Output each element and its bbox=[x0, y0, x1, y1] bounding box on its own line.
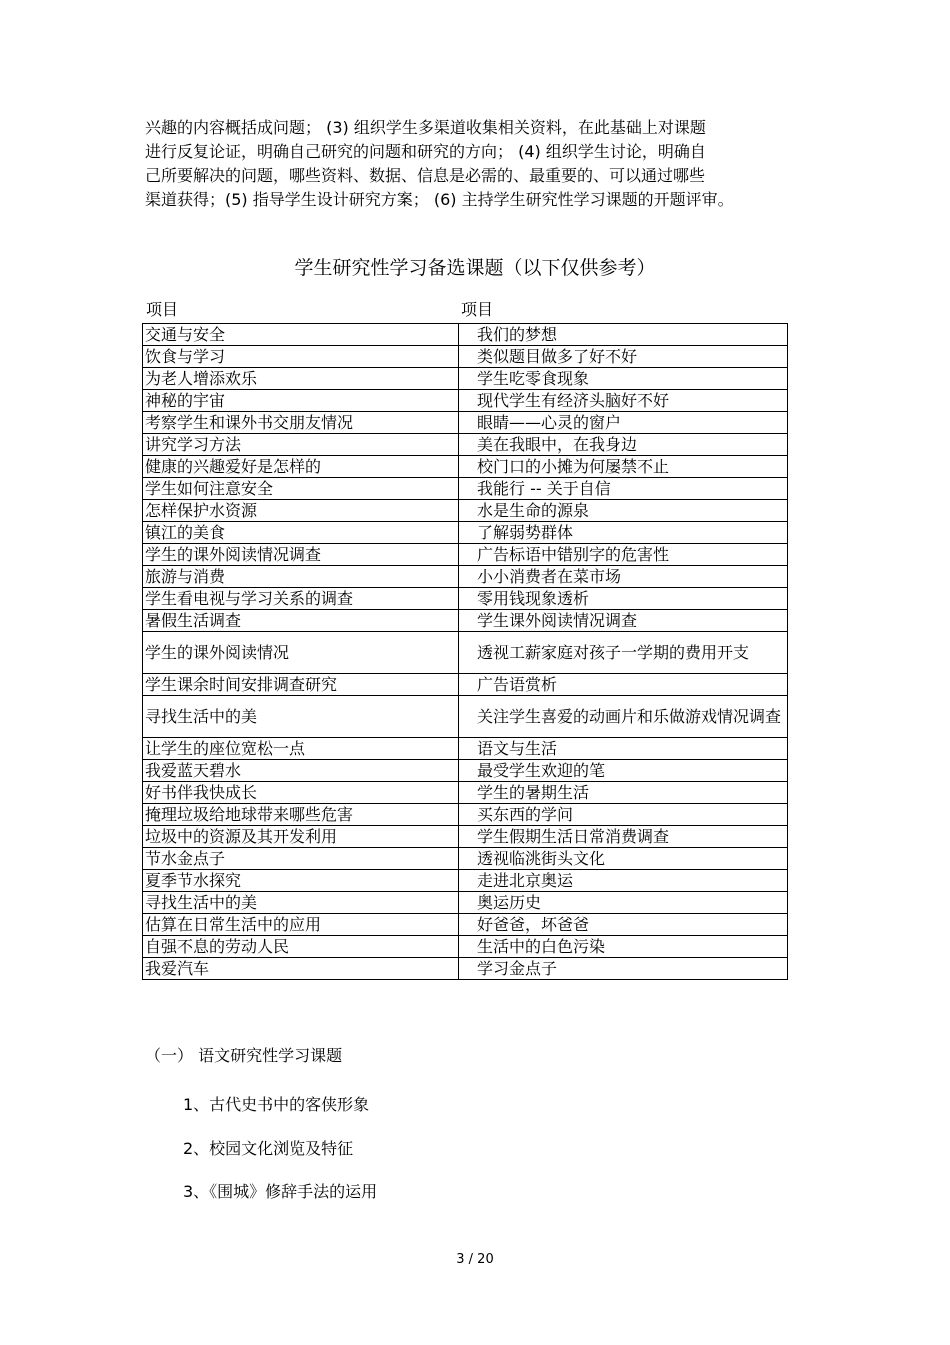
table-row bbox=[143, 522, 788, 544]
topic-cell-left: 为老人增添欢乐 bbox=[143, 368, 459, 390]
topic-cell-right bbox=[459, 804, 788, 826]
topic-cell-left: 垃圾中的资源及其开发利用 bbox=[143, 826, 459, 848]
topic-cell-right bbox=[459, 434, 788, 456]
table-row bbox=[143, 368, 788, 390]
topic-cell-right bbox=[459, 588, 788, 610]
table-row bbox=[143, 760, 788, 782]
table-row bbox=[143, 500, 788, 522]
subtopic-item: 2、校园文化浏览及特征 bbox=[183, 1139, 354, 1158]
topic-cell-right bbox=[459, 324, 788, 346]
table-row bbox=[143, 958, 788, 980]
topic-cell-right bbox=[459, 892, 788, 914]
topic-text: 水是生命的源泉 bbox=[477, 500, 590, 520]
page-number: 3 / 20 bbox=[456, 1252, 494, 1267]
topic-cell-right bbox=[459, 848, 788, 870]
intro-line: 己所要解决的问题，哪些资料、数据、信息是必需的、最重要的、可以通过哪些 bbox=[145, 166, 706, 185]
topic-cell-right bbox=[459, 522, 788, 544]
topic-text: 我们的梦想 bbox=[477, 324, 558, 344]
table-row bbox=[143, 610, 788, 632]
intro-line: 兴趣的内容概括成问题； (3) 组织学生多渠道收集相关资料，在此基础上对课题 bbox=[145, 118, 706, 137]
topic-cell-right bbox=[459, 738, 788, 760]
topic-cell-left: 交通与安全 bbox=[143, 324, 459, 346]
topic-cell-left: 考察学生和课外书交朋友情况 bbox=[143, 412, 459, 434]
topic-cell-left: 我爱蓝天碧水 bbox=[143, 760, 459, 782]
topic-text: 关注学生喜爱的动画片和乐做游戏情况调查 bbox=[477, 706, 782, 726]
topic-cell-right bbox=[459, 696, 788, 738]
table-row bbox=[143, 936, 788, 958]
table-row bbox=[143, 456, 788, 478]
table-row bbox=[143, 738, 788, 760]
table-row bbox=[143, 324, 788, 346]
header-col2: 项目 bbox=[461, 300, 494, 319]
topic-cell-right bbox=[459, 566, 788, 588]
table-row bbox=[143, 804, 788, 826]
topic-cell-left: 掩理垃圾给地球带来哪些危害 bbox=[143, 804, 459, 826]
topic-text: 学生吃零食现象 bbox=[477, 368, 590, 388]
table-row bbox=[143, 870, 788, 892]
table-row bbox=[143, 632, 788, 674]
subtopic-item: 1、古代史书中的客侠形象 bbox=[183, 1095, 370, 1114]
topic-cell-left: 夏季节水探究 bbox=[143, 870, 459, 892]
table-row bbox=[143, 566, 788, 588]
table-row bbox=[143, 412, 788, 434]
table-row bbox=[143, 478, 788, 500]
topic-cell-right bbox=[459, 826, 788, 848]
topic-cell-right bbox=[459, 782, 788, 804]
topic-text: 生活中的白色污染 bbox=[477, 936, 606, 956]
topic-cell-right bbox=[459, 610, 788, 632]
topic-cell-left: 好书伴我快成长 bbox=[143, 782, 459, 804]
topic-cell-right bbox=[459, 368, 788, 390]
table-row bbox=[143, 848, 788, 870]
topic-cell-right bbox=[459, 478, 788, 500]
topic-cell-left: 学生课余时间安排调查研究 bbox=[143, 674, 459, 696]
document-title: 学生研究性学习备选课题（以下仅供参考） bbox=[294, 257, 656, 279]
topic-text: 好爸爸，坏爸爸 bbox=[477, 914, 590, 934]
topic-cell-left: 健康的兴趣爱好是怎样的 bbox=[143, 456, 459, 478]
topic-text: 了解弱势群体 bbox=[477, 522, 574, 542]
section-heading: （一） 语文研究性学习课题 bbox=[145, 1046, 343, 1065]
topic-cell-right bbox=[459, 346, 788, 368]
table-row bbox=[143, 696, 788, 738]
topic-text: 走进北京奥运 bbox=[477, 870, 574, 890]
topic-cell-left: 寻找生活中的美 bbox=[143, 892, 459, 914]
intro-paragraph bbox=[145, 116, 805, 212]
table-row bbox=[143, 434, 788, 456]
topic-cell-left: 神秘的宇宙 bbox=[143, 390, 459, 412]
topic-cell-left: 讲究学习方法 bbox=[143, 434, 459, 456]
topic-cell-left: 估算在日常生活中的应用 bbox=[143, 914, 459, 936]
topic-cell-left: 学生看电视与学习关系的调查 bbox=[143, 588, 459, 610]
topic-text: 语文与生活 bbox=[477, 738, 558, 758]
table-row bbox=[143, 892, 788, 914]
table-row bbox=[143, 346, 788, 368]
header-col1: 项目 bbox=[146, 300, 179, 319]
table-row bbox=[143, 390, 788, 412]
topic-cell-left: 自强不息的劳动人民 bbox=[143, 936, 459, 958]
topic-text: 校门口的小摊为何屡禁不止 bbox=[477, 456, 670, 476]
topic-cell-right bbox=[459, 500, 788, 522]
table-row bbox=[143, 588, 788, 610]
topic-text: 学生的暑期生活 bbox=[477, 782, 590, 802]
topic-cell-right bbox=[459, 632, 788, 674]
topic-text: 我能行 -- 关于自信 bbox=[477, 478, 611, 498]
topic-cell-left: 怎样保护水资源 bbox=[143, 500, 459, 522]
topic-text: 广告标语中错别字的危害性 bbox=[477, 544, 670, 564]
topic-cell-left: 暑假生活调查 bbox=[143, 610, 459, 632]
topic-text: 学生课外阅读情况调查 bbox=[477, 610, 638, 630]
topic-text: 学习金点子 bbox=[477, 958, 558, 978]
topic-cell-left: 让学生的座位宽松一点 bbox=[143, 738, 459, 760]
topic-cell-right bbox=[459, 958, 788, 980]
topic-cell-right bbox=[459, 914, 788, 936]
topic-text: 眼睛——心灵的窗户 bbox=[477, 412, 622, 432]
topic-cell-left: 镇江的美食 bbox=[143, 522, 459, 544]
topic-text: 最受学生欢迎的笔 bbox=[477, 760, 606, 780]
topic-cell-left: 学生如何注意安全 bbox=[143, 478, 459, 500]
topic-cell-right bbox=[459, 674, 788, 696]
table-row bbox=[143, 782, 788, 804]
topic-text: 类似题目做多了好不好 bbox=[477, 346, 638, 366]
topic-cell-right bbox=[459, 870, 788, 892]
topic-text: 透视临洮街头文化 bbox=[477, 848, 606, 868]
topic-text: 学生假期生活日常消费调查 bbox=[477, 826, 670, 846]
topic-text: 小小消费者在菜市场 bbox=[477, 566, 622, 586]
topic-text: 透视工薪家庭对孩子一学期的费用开支 bbox=[477, 642, 750, 662]
table-row bbox=[143, 826, 788, 848]
subtopic-item: 3、《围城》修辞手法的运用 bbox=[183, 1182, 378, 1201]
topic-text: 零用钱现象透析 bbox=[477, 588, 590, 608]
topic-cell-left: 饮食与学习 bbox=[143, 346, 459, 368]
topic-text: 美在我眼中，在我身边 bbox=[477, 434, 638, 454]
topic-text: 奥运历史 bbox=[477, 892, 542, 912]
topic-cell-right bbox=[459, 936, 788, 958]
topic-cell-left: 节水金点子 bbox=[143, 848, 459, 870]
table-row bbox=[143, 674, 788, 696]
table-row bbox=[143, 544, 788, 566]
topic-cell-left: 学生的课外阅读情况调查 bbox=[143, 544, 459, 566]
topic-cell-right bbox=[459, 412, 788, 434]
topic-cell-right bbox=[459, 544, 788, 566]
topic-cell-left: 我爱汽车 bbox=[143, 958, 459, 980]
topic-cell-left: 学生的课外阅读情况 bbox=[143, 632, 459, 674]
topic-text: 买东西的学问 bbox=[477, 804, 574, 824]
table-row bbox=[143, 914, 788, 936]
intro-line: 渠道获得；(5) 指导学生设计研究方案； (6) 主持学生研究性学习课题的开题评审。 bbox=[145, 190, 734, 209]
topic-cell-left: 寻找生活中的美 bbox=[143, 696, 459, 738]
table-header bbox=[143, 298, 788, 322]
intro-line: 进行反复论证，明确自己研究的问题和研究的方向； (4) 组织学生讨论，明确自 bbox=[145, 142, 706, 161]
topic-text: 广告语赏析 bbox=[477, 674, 558, 694]
topic-cell-left: 旅游与消费 bbox=[143, 566, 459, 588]
topic-cell-right bbox=[459, 456, 788, 478]
topic-text: 现代学生有经济头脑好不好 bbox=[477, 390, 670, 410]
topics-table bbox=[142, 323, 788, 980]
topic-cell-right bbox=[459, 760, 788, 782]
topic-cell-right bbox=[459, 390, 788, 412]
